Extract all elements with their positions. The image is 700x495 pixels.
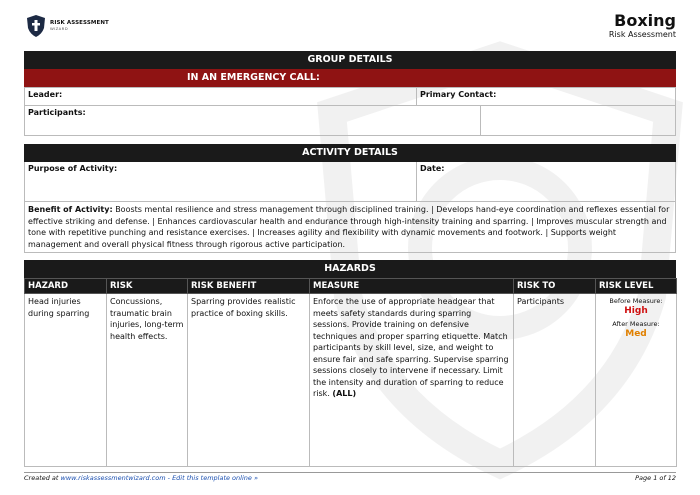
leader-field[interactable] bbox=[25, 88, 417, 105]
participants-label: Participants: bbox=[28, 108, 86, 117]
activity-details-header: ACTIVITY DETAILS bbox=[24, 144, 676, 162]
col-hazard: HAZARD bbox=[25, 279, 107, 294]
footer-page-number: Page 1 of 12 bbox=[635, 474, 676, 482]
purpose-field[interactable] bbox=[25, 162, 417, 201]
footer-site-link[interactable]: www.riskassessmentwizard.com bbox=[60, 474, 166, 482]
col-measure: MEASURE bbox=[310, 279, 514, 294]
page-footer bbox=[24, 472, 676, 482]
shield-logo-icon bbox=[26, 14, 46, 38]
activity-details-section bbox=[24, 144, 676, 253]
benefit-field bbox=[25, 202, 675, 252]
risk-level-cell bbox=[596, 294, 677, 467]
group-details-section bbox=[24, 51, 676, 136]
group-details-header: GROUP DETAILS bbox=[24, 51, 676, 69]
col-risk-level: RISK LEVEL bbox=[596, 279, 677, 294]
risk-cell: Concussions, traumatic brain injuries, long-term health effects. bbox=[107, 294, 188, 467]
benefit-text: Boosts mental resilience and stress management through disciplined training. | Develops hand-eye coordination and reflexes essential for effective striking and defense. | Enhances cardiovascular health and endurance through high-intensity training and sparring. | Improves muscular strength and tone with repetitive punching and resistance exercises. | Increases agility and flexibility with dynamic movements and footwork. | Supports weight management and overall physical fitness through rigorous active participation. bbox=[28, 205, 670, 249]
col-risk-benefit: RISK BENEFIT bbox=[188, 279, 310, 294]
footer-created bbox=[24, 474, 258, 482]
primary-contact-field[interactable] bbox=[417, 88, 675, 105]
col-risk: RISK bbox=[107, 279, 188, 294]
hazards-header: HAZARDS bbox=[24, 260, 676, 278]
logo-line1: RISK ASSESSMENT bbox=[50, 19, 109, 26]
risk-benefit-cell: Sparring provides realistic practice of boxing skills. bbox=[188, 294, 310, 467]
after-measure-label: After Measure: bbox=[612, 320, 660, 328]
footer-edit-link[interactable]: - Edit this template online » bbox=[167, 474, 258, 482]
leader-label: Leader: bbox=[28, 90, 63, 99]
hazards-section bbox=[24, 260, 676, 467]
hazard-cell: Head injuries during sparring bbox=[25, 294, 107, 467]
emergency-call-bar: IN AN EMERGENCY CALL: bbox=[24, 69, 676, 87]
hazard-row bbox=[25, 294, 677, 467]
before-level-badge: High bbox=[624, 306, 648, 316]
primary-contact-label: Primary Contact: bbox=[420, 90, 497, 99]
col-risk-to: RISK TO bbox=[514, 279, 596, 294]
benefit-label: Benefit of Activity: bbox=[28, 205, 113, 214]
purpose-label: Purpose of Activity: bbox=[28, 164, 118, 173]
company-logo bbox=[26, 14, 109, 38]
measure-tag: (ALL) bbox=[332, 389, 357, 398]
hazards-table bbox=[24, 278, 677, 467]
date-label: Date: bbox=[420, 164, 445, 173]
before-measure-label: Before Measure: bbox=[609, 297, 663, 305]
date-field[interactable] bbox=[417, 162, 675, 201]
measure-text: Enforce the use of appropriate headgear that meets safety standards during sparring sessions. Provide training on defensive techniques and proper sparring etiquette. Match participants by skill level, size, and weight to ensure fair and safe sparring. Supervise sparring sessions closely to intervene if necessary. Limit the intensity and duration of sparring to reduce risk. bbox=[313, 297, 509, 398]
document-title: Boxing bbox=[614, 11, 676, 30]
participants-field[interactable] bbox=[25, 106, 481, 135]
after-level-badge: Med bbox=[625, 329, 647, 339]
document-title-block bbox=[609, 12, 676, 40]
document-subtitle: Risk Assessment bbox=[608, 30, 676, 39]
measure-cell bbox=[310, 294, 514, 467]
participants-extra-field[interactable] bbox=[481, 106, 675, 135]
hazards-column-headers bbox=[25, 279, 677, 294]
risk-to-cell: Participants bbox=[514, 294, 596, 467]
footer-created-prefix: Created at bbox=[24, 474, 59, 482]
logo-line2: WIZARD bbox=[50, 26, 69, 32]
